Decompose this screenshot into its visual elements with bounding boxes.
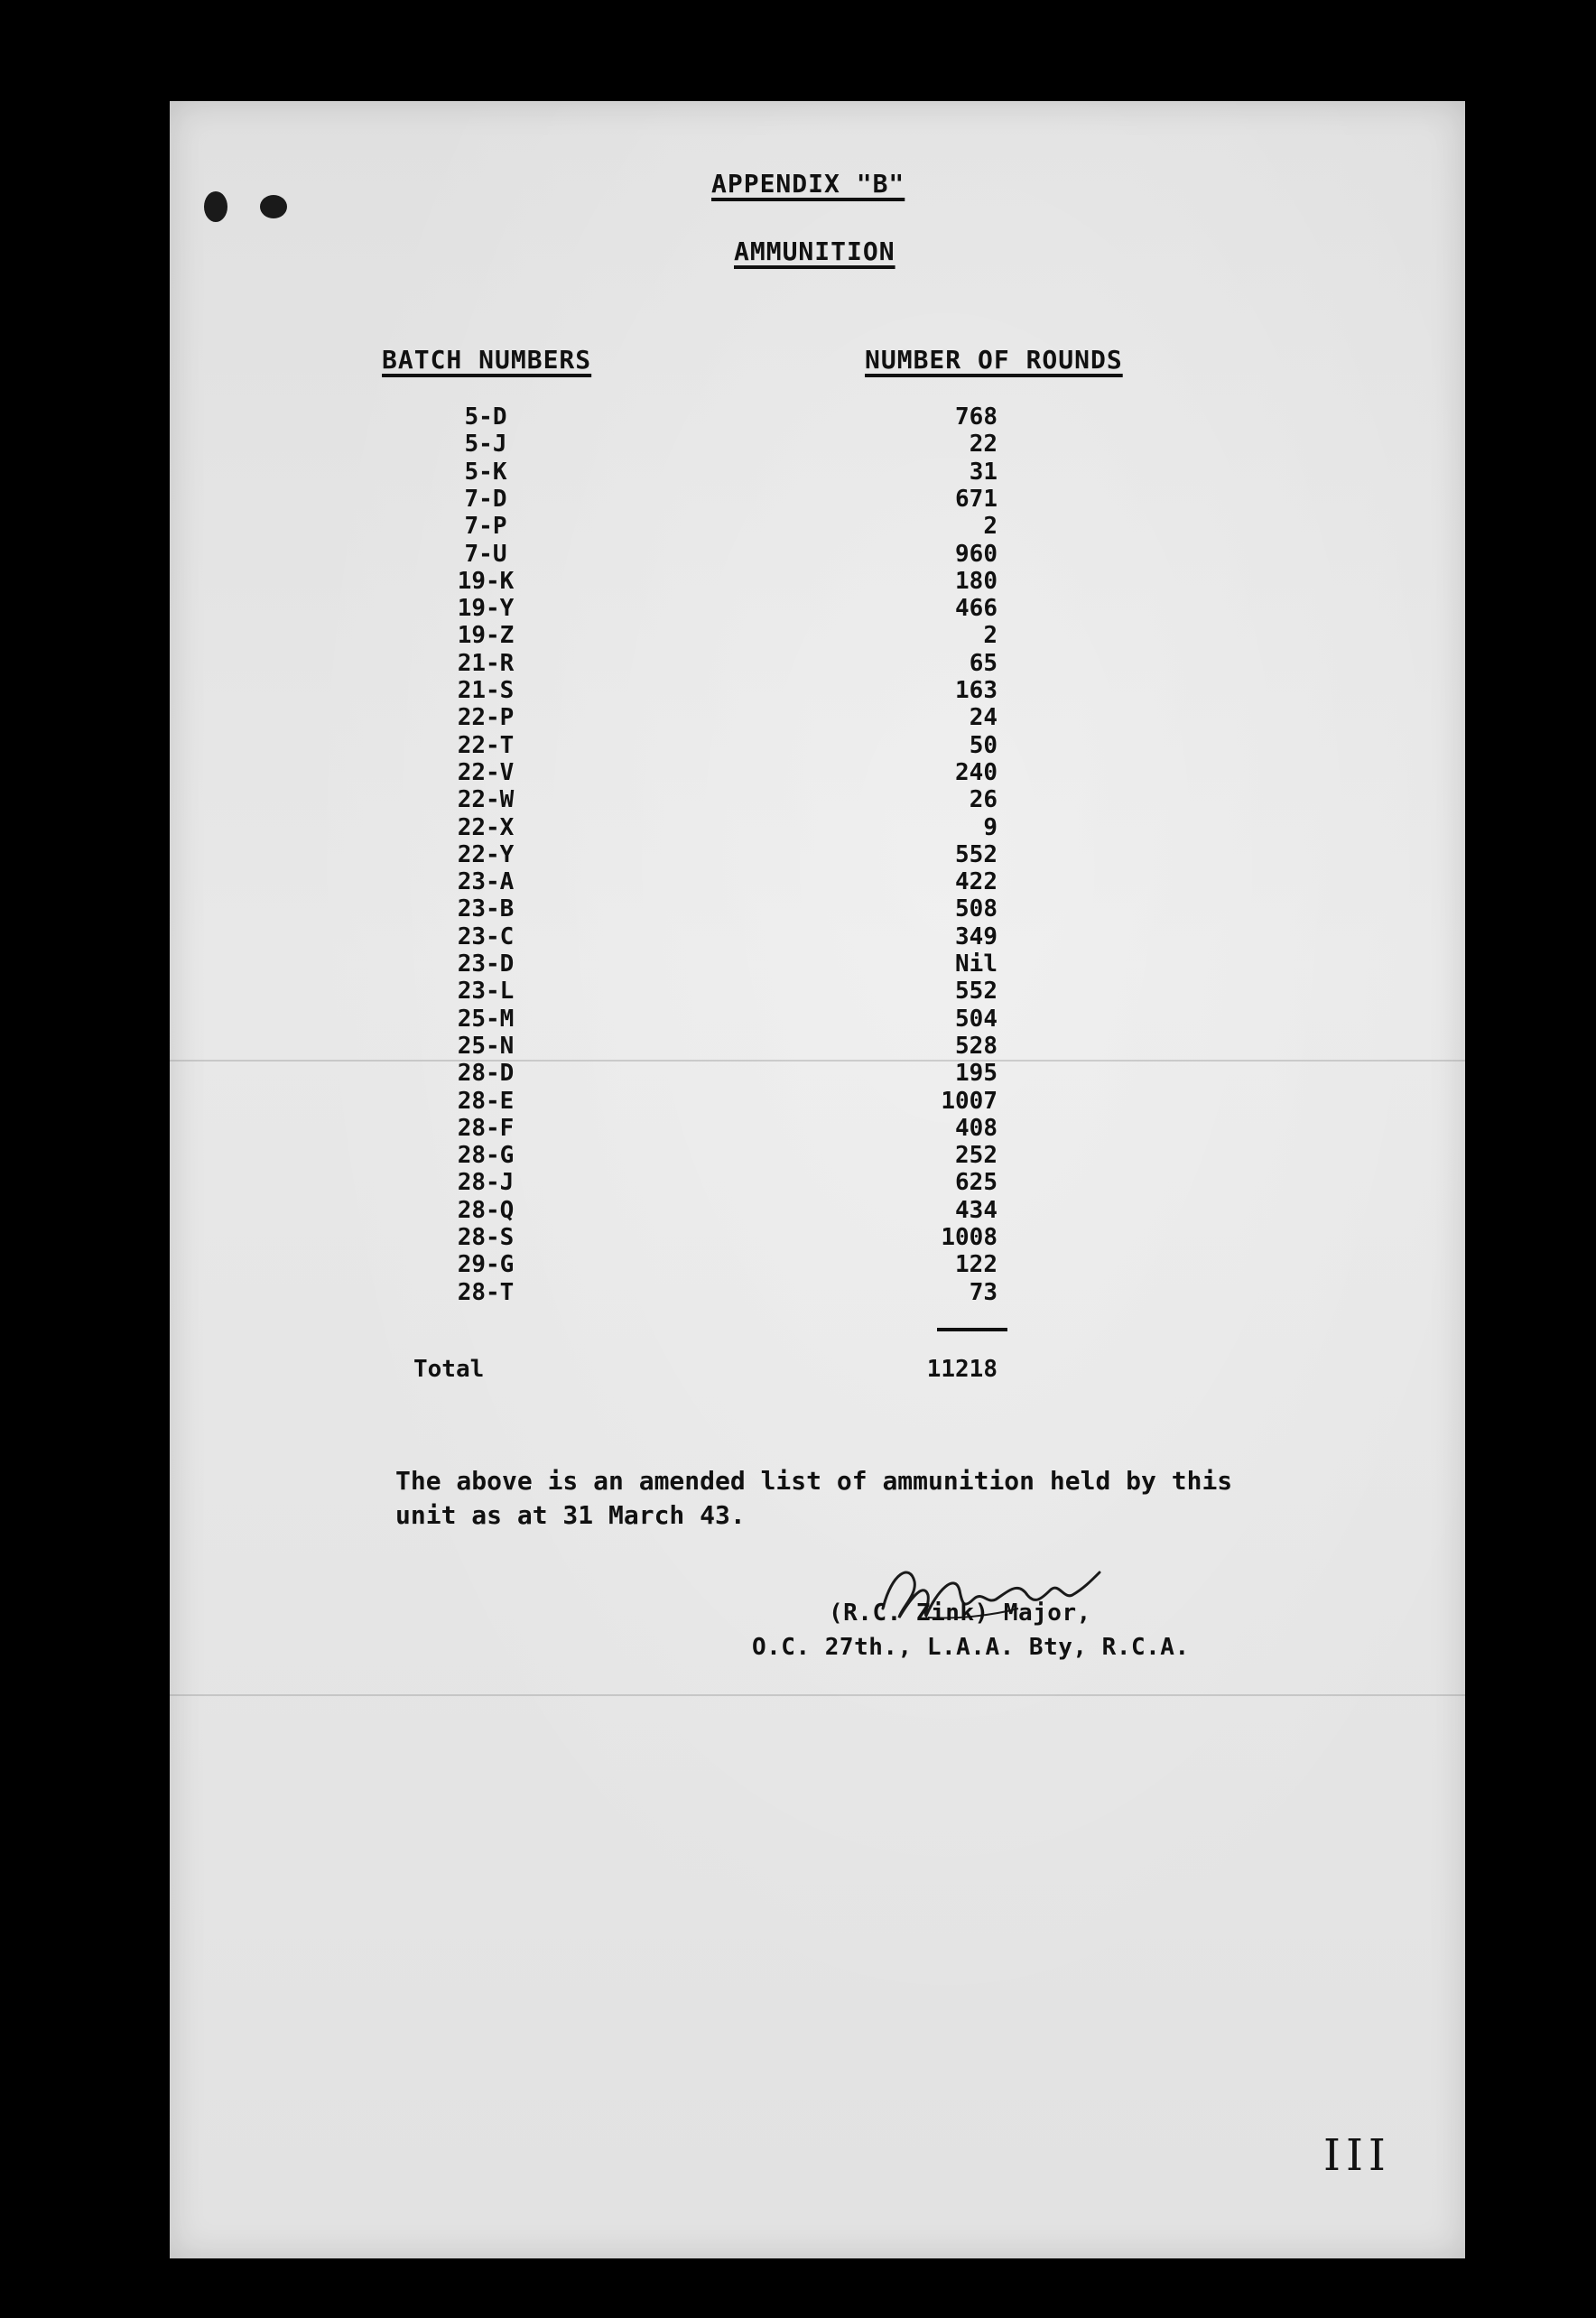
table-row: [170, 1197, 1465, 1224]
table-row: [170, 1279, 1465, 1306]
batch-number: 5-J: [464, 431, 507, 459]
table-row: [170, 732, 1465, 759]
batch-number: 23-B: [457, 895, 515, 923]
round-count: 22: [969, 431, 998, 459]
batch-number: 28-D: [457, 1060, 515, 1088]
round-count: 195: [955, 1060, 998, 1088]
round-count: 50: [969, 731, 998, 759]
table-row: [170, 677, 1465, 704]
table-row: [170, 1060, 1465, 1087]
table-row: [170, 459, 1465, 486]
round-count: 434: [955, 1196, 998, 1224]
punch-hole-mark: [204, 191, 227, 222]
round-count: 65: [969, 649, 998, 677]
round-count: 504: [955, 1005, 998, 1033]
batch-number: 23-D: [457, 950, 515, 978]
table-row: [170, 786, 1465, 813]
batch-number: 23-A: [457, 868, 515, 896]
round-count: 180: [955, 567, 998, 595]
round-count: 671: [955, 485, 998, 513]
section-title: AMMUNITION: [734, 236, 895, 266]
round-count: 552: [955, 978, 998, 1006]
batch-number: 25-M: [457, 1005, 515, 1033]
table-row: [170, 814, 1465, 841]
table-row: [170, 513, 1465, 540]
round-count: 422: [955, 868, 998, 896]
round-count: 26: [969, 786, 998, 814]
batch-number: 28-F: [457, 1114, 515, 1142]
appendix-title: APPENDIX "B": [711, 169, 905, 199]
round-count: 552: [955, 840, 998, 868]
table-row: [170, 431, 1465, 458]
table-row: [170, 950, 1465, 978]
batch-number: 22-V: [457, 758, 515, 786]
table-row: [170, 486, 1465, 513]
signatory-name-rank: (R.C. Zink) Major,: [829, 1599, 1091, 1627]
document-page: [170, 101, 1465, 2258]
batch-number: 22-W: [457, 786, 515, 814]
table-row: [170, 1115, 1465, 1142]
round-count: 252: [955, 1142, 998, 1170]
page-marking: III: [1323, 2130, 1391, 2181]
table-row: [170, 1088, 1465, 1115]
round-count: 408: [955, 1114, 998, 1142]
table-row: [170, 923, 1465, 950]
batch-number: 7-P: [464, 513, 507, 541]
batch-number: 25-N: [457, 1032, 515, 1060]
total-row: [170, 1356, 1465, 1383]
round-count: 163: [955, 677, 998, 704]
total-label: Total: [413, 1356, 485, 1383]
batch-numbers-header: BATCH NUMBERS: [382, 345, 592, 375]
note-line-1: The above is an amended list of ammunition held by this: [395, 1466, 1233, 1496]
total-value: 11218: [926, 1356, 998, 1383]
batch-number: 28-E: [457, 1087, 515, 1115]
signatory-unit: O.C. 27th., L.A.A. Bty, R.C.A.: [752, 1634, 1190, 1661]
batch-number: 19-K: [457, 567, 515, 595]
table-row: [170, 978, 1465, 1005]
round-count: 768: [955, 403, 998, 431]
batch-number: 5-D: [464, 403, 507, 431]
table-row: [170, 1142, 1465, 1169]
round-count: 528: [955, 1032, 998, 1060]
round-count: 466: [955, 595, 998, 623]
total-rule: [937, 1328, 1007, 1331]
round-count: Nil: [955, 950, 998, 978]
table-row: [170, 895, 1465, 923]
batch-number: 21-S: [457, 677, 515, 704]
batch-number: 28-T: [457, 1278, 515, 1306]
batch-number: 19-Y: [457, 595, 515, 623]
batch-number: 28-S: [457, 1224, 515, 1251]
batch-number: 19-Z: [457, 622, 515, 650]
table-row: [170, 841, 1465, 868]
batch-number: 22-Y: [457, 840, 515, 868]
round-count: 2: [983, 622, 998, 650]
round-count: 508: [955, 895, 998, 923]
batch-number: 22-T: [457, 731, 515, 759]
round-count: 31: [969, 458, 998, 486]
table-row: [170, 868, 1465, 895]
table-row: [170, 1033, 1465, 1060]
table-row: [170, 650, 1465, 677]
batch-number: 23-C: [457, 923, 515, 950]
number-of-rounds-header: NUMBER OF ROUNDS: [865, 345, 1123, 375]
round-count: 1007: [941, 1087, 998, 1115]
fold-line: [170, 1694, 1465, 1696]
table-row: [170, 704, 1465, 731]
batch-number: 29-G: [457, 1251, 515, 1279]
batch-number: 28-Q: [457, 1196, 515, 1224]
batch-number: 23-L: [457, 978, 515, 1006]
table-row: [170, 595, 1465, 622]
batch-number: 22-P: [457, 704, 515, 732]
table-row: [170, 1251, 1465, 1278]
round-count: 1008: [941, 1224, 998, 1251]
round-count: 2: [983, 513, 998, 541]
batch-number: 21-R: [457, 649, 515, 677]
punch-hole-mark: [260, 195, 287, 218]
round-count: 240: [955, 758, 998, 786]
batch-number: 28-J: [457, 1169, 515, 1197]
batch-number: 22-X: [457, 813, 515, 841]
round-count: 9: [983, 813, 998, 841]
table-row: [170, 541, 1465, 568]
round-count: 349: [955, 923, 998, 950]
round-count: 24: [969, 704, 998, 732]
note-line-2: unit as at 31 March 43.: [395, 1500, 746, 1530]
batch-number: 7-U: [464, 540, 507, 568]
table-row: [170, 1169, 1465, 1196]
batch-number: 5-K: [464, 458, 507, 486]
batch-number: 7-D: [464, 485, 507, 513]
table-row: [170, 1006, 1465, 1033]
round-count: 122: [955, 1251, 998, 1279]
table-row: [170, 403, 1465, 431]
round-count: 73: [969, 1278, 998, 1306]
table-row: [170, 568, 1465, 595]
round-count: 625: [955, 1169, 998, 1197]
batch-number: 28-G: [457, 1142, 515, 1170]
table-row: [170, 622, 1465, 649]
round-count: 960: [955, 540, 998, 568]
table-row: [170, 759, 1465, 786]
table-row: [170, 1224, 1465, 1251]
